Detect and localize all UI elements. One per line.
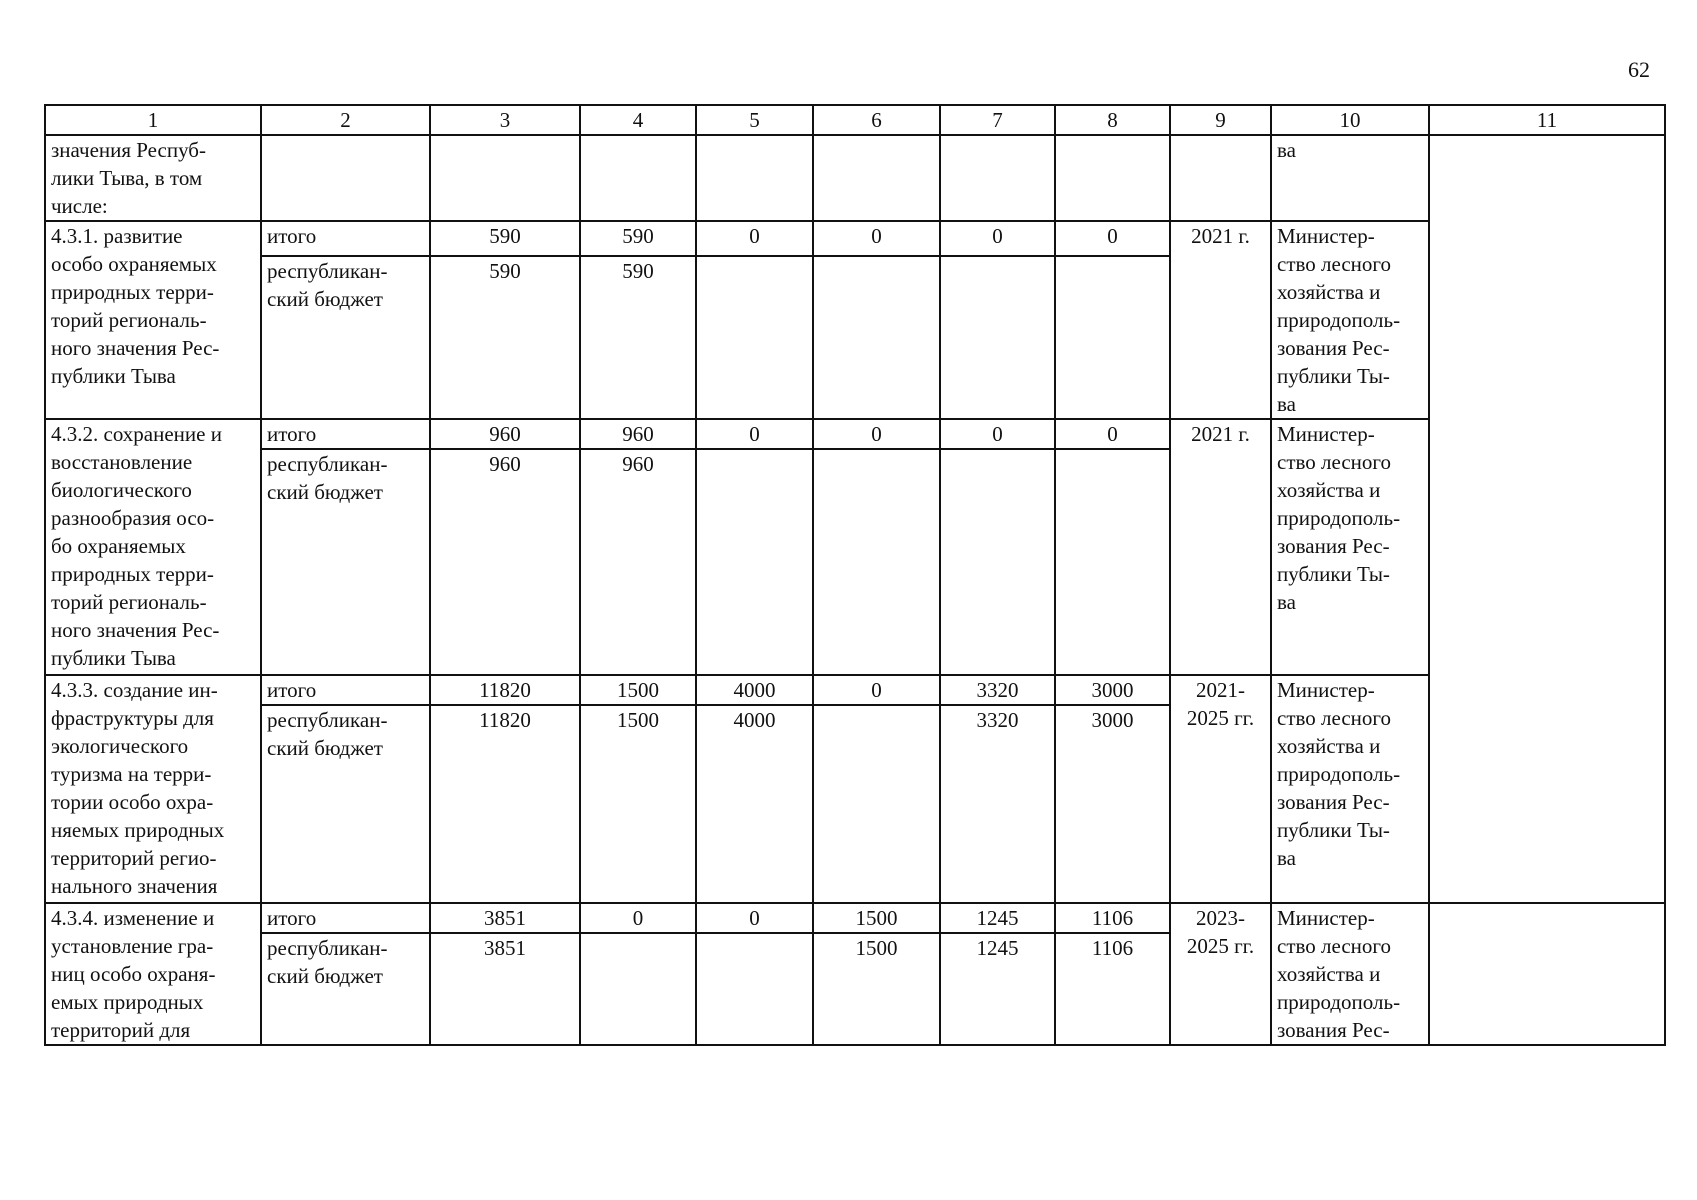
value-cell: 0 <box>696 903 813 933</box>
column-header: 1 <box>45 105 261 135</box>
value-cell <box>696 933 813 1045</box>
table-row <box>45 419 1665 449</box>
empty-cell <box>430 135 580 221</box>
financing-table <box>44 104 1666 1046</box>
column-header: 8 <box>1055 105 1170 135</box>
activity-name-cell: значения Респуб- лики Тыва, в том числе: <box>45 135 261 221</box>
column-header: 5 <box>696 105 813 135</box>
table-row <box>45 221 1665 256</box>
table-row <box>45 903 1665 933</box>
source-label-cell: итого <box>261 419 430 449</box>
value-cell: 1500 <box>813 933 940 1045</box>
source-label-cell: республикан- ский бюджет <box>261 933 430 1045</box>
value-cell: 1500 <box>580 675 696 705</box>
column-header: 3 <box>430 105 580 135</box>
value-cell: 590 <box>430 256 580 419</box>
value-cell: 960 <box>430 419 580 449</box>
empty-cell <box>696 135 813 221</box>
value-cell: 1500 <box>580 705 696 903</box>
column-header: 7 <box>940 105 1055 135</box>
empty-cell <box>580 135 696 221</box>
source-label-cell: республикан- ский бюджет <box>261 705 430 903</box>
term-cell: 2021 г. <box>1170 221 1271 419</box>
value-cell: 11820 <box>430 705 580 903</box>
value-cell <box>696 449 813 675</box>
empty-cell <box>261 135 430 221</box>
empty-cell <box>813 135 940 221</box>
value-cell: 0 <box>940 221 1055 256</box>
value-cell <box>813 256 940 419</box>
value-cell: 0 <box>813 675 940 705</box>
value-cell: 4000 <box>696 705 813 903</box>
value-cell: 1106 <box>1055 933 1170 1045</box>
value-cell: 1106 <box>1055 903 1170 933</box>
source-label-cell: итого <box>261 221 430 256</box>
value-cell <box>696 256 813 419</box>
value-cell: 3320 <box>940 675 1055 705</box>
value-cell: 590 <box>580 256 696 419</box>
activity-name-cell: 4.3.2. сохранение и восстановление биологического разнообразия осо- бо охраняемых природных терри- торий региональ- ного значения Рес- публики Тыва <box>45 419 261 675</box>
empty-cell <box>1170 135 1271 221</box>
value-cell: 3320 <box>940 705 1055 903</box>
source-label-cell: итого <box>261 903 430 933</box>
term-cell: 2021 г. <box>1170 419 1271 675</box>
activity-name-cell: 4.3.1. развитие особо охраняемых природных терри- торий региональ- ного значения Рес- публики Тыва <box>45 221 261 419</box>
value-cell: 0 <box>940 419 1055 449</box>
column-header: 9 <box>1170 105 1271 135</box>
empty-cell <box>1055 135 1170 221</box>
value-cell: 960 <box>430 449 580 675</box>
executor-cell: Министер- ство лесного хозяйства и природополь- зования Рес- публики Ты- ва <box>1271 221 1429 419</box>
activity-name-cell: 4.3.4. изменение и установление гра- ниц особо охраня- емых природных территорий для <box>45 903 261 1045</box>
column-header: 2 <box>261 105 430 135</box>
value-cell <box>813 705 940 903</box>
value-cell: 3851 <box>430 933 580 1045</box>
column-header: 10 <box>1271 105 1429 135</box>
activity-name-cell: 4.3.3. создание ин- фраструктуры для экологического туризма на терри- тории особо охра- няемых природных территорий регио- нального значения <box>45 675 261 903</box>
value-cell: 3000 <box>1055 705 1170 903</box>
executor-cell: Министер- ство лесного хозяйства и природополь- зования Рес- <box>1271 903 1429 1045</box>
value-cell: 0 <box>813 419 940 449</box>
notes-cell <box>1429 903 1665 1045</box>
column-number-row <box>45 105 1665 135</box>
value-cell: 11820 <box>430 675 580 705</box>
executor-cell: ва <box>1271 135 1429 221</box>
column-header: 4 <box>580 105 696 135</box>
value-cell <box>940 256 1055 419</box>
term-cell: 2021- 2025 гг. <box>1170 675 1271 903</box>
value-cell: 960 <box>580 449 696 675</box>
value-cell <box>580 933 696 1045</box>
value-cell <box>940 449 1055 675</box>
empty-cell <box>940 135 1055 221</box>
value-cell <box>813 449 940 675</box>
value-cell: 590 <box>430 221 580 256</box>
value-cell: 960 <box>580 419 696 449</box>
value-cell: 0 <box>1055 221 1170 256</box>
executor-cell: Министер- ство лесного хозяйства и природополь- зования Рес- публики Ты- ва <box>1271 675 1429 903</box>
page-number: 62 <box>1628 57 1650 82</box>
value-cell: 1245 <box>940 903 1055 933</box>
value-cell <box>1055 449 1170 675</box>
source-label-cell: республикан- ский бюджет <box>261 256 430 419</box>
value-cell: 0 <box>696 221 813 256</box>
notes-cell <box>1429 135 1665 903</box>
column-header: 11 <box>1429 105 1665 135</box>
value-cell: 0 <box>813 221 940 256</box>
value-cell: 590 <box>580 221 696 256</box>
source-label-cell: итого <box>261 675 430 705</box>
value-cell: 3851 <box>430 903 580 933</box>
value-cell: 4000 <box>696 675 813 705</box>
continuation-row <box>45 135 1665 221</box>
value-cell: 0 <box>696 419 813 449</box>
value-cell: 0 <box>580 903 696 933</box>
table-row <box>45 675 1665 705</box>
value-cell <box>1055 256 1170 419</box>
source-label-cell: республикан- ский бюджет <box>261 449 430 675</box>
value-cell: 0 <box>1055 419 1170 449</box>
executor-cell: Министер- ство лесного хозяйства и природополь- зования Рес- публики Ты- ва <box>1271 419 1429 675</box>
value-cell: 3000 <box>1055 675 1170 705</box>
term-cell: 2023- 2025 гг. <box>1170 903 1271 1045</box>
column-header: 6 <box>813 105 940 135</box>
value-cell: 1500 <box>813 903 940 933</box>
value-cell: 1245 <box>940 933 1055 1045</box>
